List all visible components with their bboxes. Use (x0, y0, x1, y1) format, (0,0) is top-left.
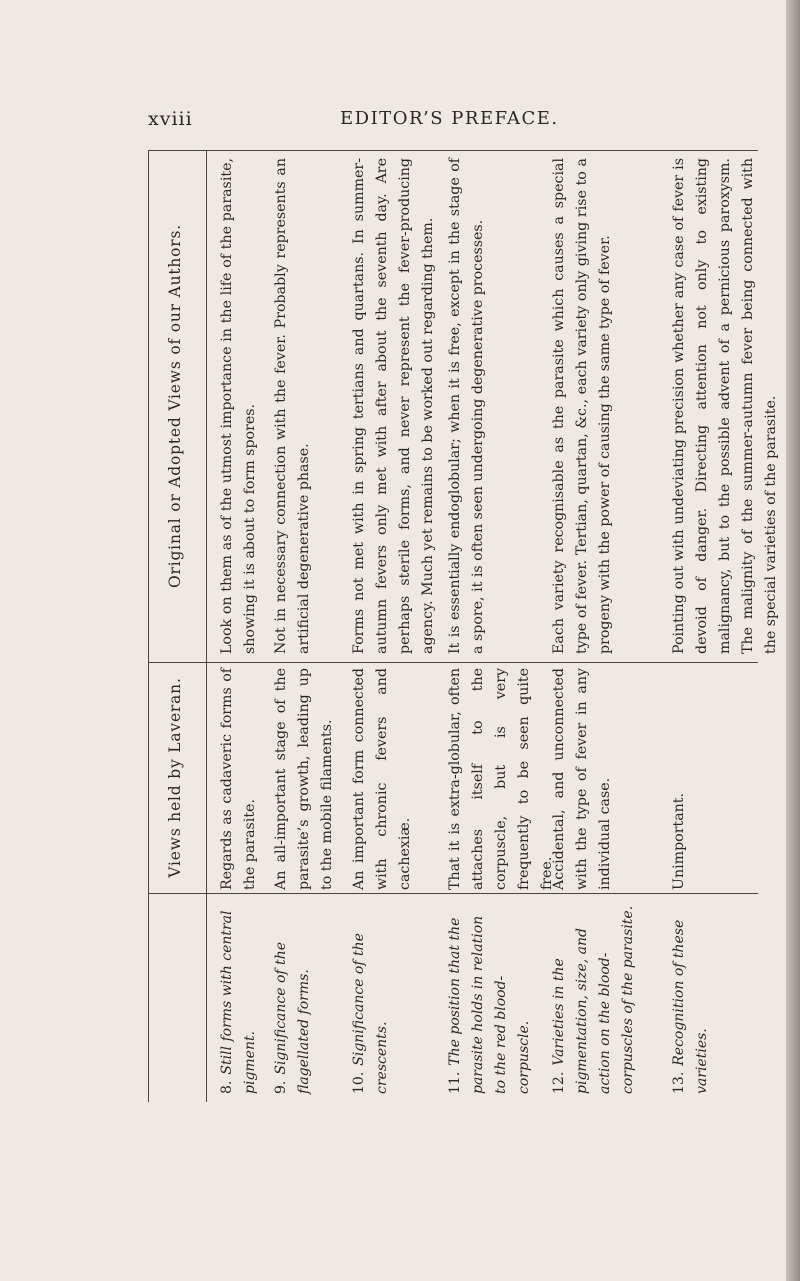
topic-row-11 (444, 904, 536, 1094)
topic-title: Significance of the flagellated forms. (273, 942, 312, 1094)
laveran-row-10: An important form connected with chronic fevers and cachexiæ. (351, 668, 413, 890)
laveran-row-8: Regards as cadaveric forms of the parasite. (219, 668, 258, 890)
header-laveran: Views held by Laveran. (166, 677, 184, 878)
topic-text (671, 920, 710, 1094)
topic-text (551, 906, 636, 1094)
running-head: EDITOR’S PREFACE. (340, 108, 559, 129)
topic-text (351, 933, 390, 1094)
page-edge-shadow (786, 0, 800, 1281)
topic-title: The position that the parasite holds in relation to the red blood-corpuscle. (447, 915, 532, 1094)
rotated-content (148, 150, 779, 1102)
laveran-row-13: Unimportant. (671, 793, 687, 890)
header-authors: Original or Adopted Views of our Authors. (166, 224, 184, 589)
topic-number: 8. (219, 1080, 235, 1094)
laveran-row-9: An all-important stage of the parasite’s growth, leading up to the mobile filaments. (273, 668, 335, 890)
topic-text (447, 916, 532, 1094)
topic-row-8 (216, 904, 262, 1094)
topic-title: Significance of the crescents. (351, 933, 390, 1094)
authors-row-12: Each variety recognisable as the parasite which causes a special type of fever. Tertian, quartan, &c., each variety only giving rise to a progeny with the power of causing the same type of fever. (551, 158, 613, 654)
laveran-row-12: Accidental, and unconnected with the type of fever in any individual case. (551, 668, 613, 890)
authors-row-11: It is essentially endoglobular; when it is free, except in the stage of a spore, it is often seen undergoing degenerative processes. (447, 158, 486, 654)
authors-row-13: Pointing out with undeviating precision whether any case of fever is devoid of danger. Directing attention not only to existing malignancy, but to the possible advent of a pernicious paroxysm. The malignity of the summer-autumn fever being connected with the special varieties of the parasite. (671, 158, 779, 654)
topic-row-10 (348, 904, 394, 1094)
topic-row-12 (548, 904, 640, 1094)
laveran-row-11: That it is extra-globular, often attaches itself to the corpuscle, but is very frequently to be seen quite free. (447, 668, 555, 890)
topic-text (219, 910, 258, 1094)
topic-title: Still forms with central pigment. (219, 910, 258, 1094)
page-number: xviii (148, 108, 193, 130)
topic-number: 10. (351, 1071, 367, 1094)
page-header (0, 108, 800, 138)
topic-title: Varieties in the pigmentation, size, and action on the blood-corpuscles of the parasite. (551, 905, 636, 1094)
topic-row-13 (668, 904, 714, 1094)
topic-title: Recognition of these varieties. (671, 919, 710, 1094)
topic-row-9 (270, 904, 316, 1094)
comparison-table (148, 150, 779, 1102)
topic-text (273, 942, 312, 1094)
topic-number: 9. (273, 1080, 289, 1094)
authors-row-8: Look on them as of the utmost importance in the life of the parasite, showing it is about to form spores. (219, 158, 258, 654)
topic-number: 11. (447, 1071, 463, 1094)
authors-row-9: Not in necessary connection with the fever. Probably represents an artificial degenerative phase. (273, 158, 312, 654)
topic-number: 12. (551, 1071, 567, 1094)
authors-row-10: Forms not met with in spring tertians and quartans. In summer-autumn fevers only met with after about the seventh day. Are perhaps sterile forms, and never represent the fever-producing agency. Much yet remains to be worked out regarding them. (351, 158, 436, 654)
topic-number: 13. (671, 1071, 687, 1094)
